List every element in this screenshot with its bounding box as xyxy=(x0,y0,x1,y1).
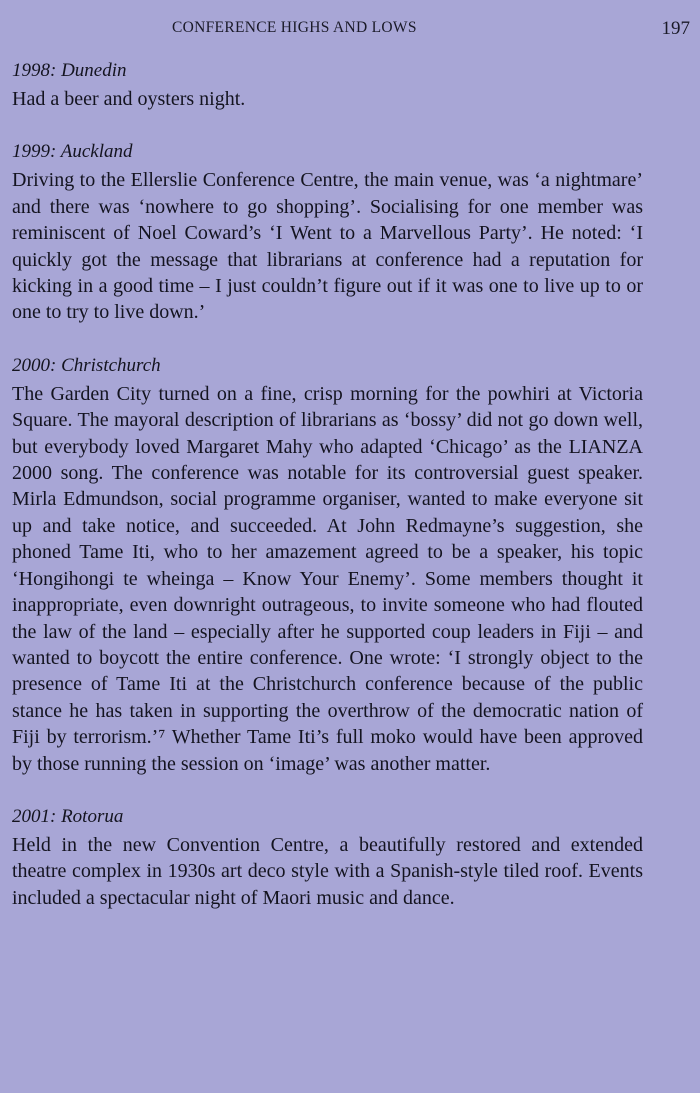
running-head: CONFERENCE HIGHS AND LOWS xyxy=(172,19,417,36)
entry-paragraph: Driving to the Ellerslie Conference Centre, the main venue, was ‘a nightmare’ and there was ‘nowhere to go shopping’. Socialising for one member was reminiscent of Noel Coward’s ‘I Went to a Marvellous Party’. He noted: ‘I quickly got the message that librarians at conference had a reputation for kicking in a good time – I just couldn’t figure out if it was one to live up to or one to try to live down.’ xyxy=(12,169,643,324)
entry-paragraph: The Garden City turned on a fine, crisp morning for the powhiri at Victoria Square. The mayoral description of librarians as ‘bossy’ did not go down well, but everybody loved Margaret Mahy who adapted ‘Chicago’ as the LIANZA 2000 song. The conference was notable for its controversial guest speaker. Mirla Edmundson, social programme organiser, wanted to make everyone sit up and take notice, and succeeded. At John Redmayne’s suggestion, she phoned Tame Iti, who to her amazement agreed to be a speaker, his topic ‘Hongihongi te wheinga – Know Your Enemy’. Some members thought it inappropriate, even downright outrageous, to invite someone who had flouted the law of the land – especially after he supported coup leaders in Fiji – and wanted to boycott the entire conference. One wrote: ‘I strongly object to the presence of Tame Iti at the Christchurch conference because of the public stance he has taken in supporting the overthrow of the democratic nation of Fiji by terrorism.’⁷ Whether Tame Iti’s full moko would have been approved by those running the session on ‘image’ was another matter. xyxy=(12,382,643,775)
entry-2001-rotorua xyxy=(12,804,643,911)
page-header xyxy=(0,16,700,42)
entry-2000-christchurch xyxy=(12,353,643,777)
entry-heading: 1998: Dunedin xyxy=(12,60,127,81)
entry-heading: 1999: Auckland xyxy=(12,141,133,163)
entry-heading: 2001: Rotorua xyxy=(12,805,124,827)
entry-1998-dunedin xyxy=(12,58,643,112)
entry-heading: 2000: Christchurch xyxy=(12,354,161,376)
entry-paragraph: Held in the new Convention Centre, a beautifully restored and extended theatre complex in 1930s art deco style with a Spanish-style tiled roof. Events included a spectacular night of Maori music and dance. xyxy=(12,833,643,909)
body-text xyxy=(12,58,643,938)
page-number: 197 xyxy=(661,18,690,39)
entry-paragraph: Had a beer and oysters night. xyxy=(12,88,246,110)
entry-1999-auckland xyxy=(12,139,643,325)
